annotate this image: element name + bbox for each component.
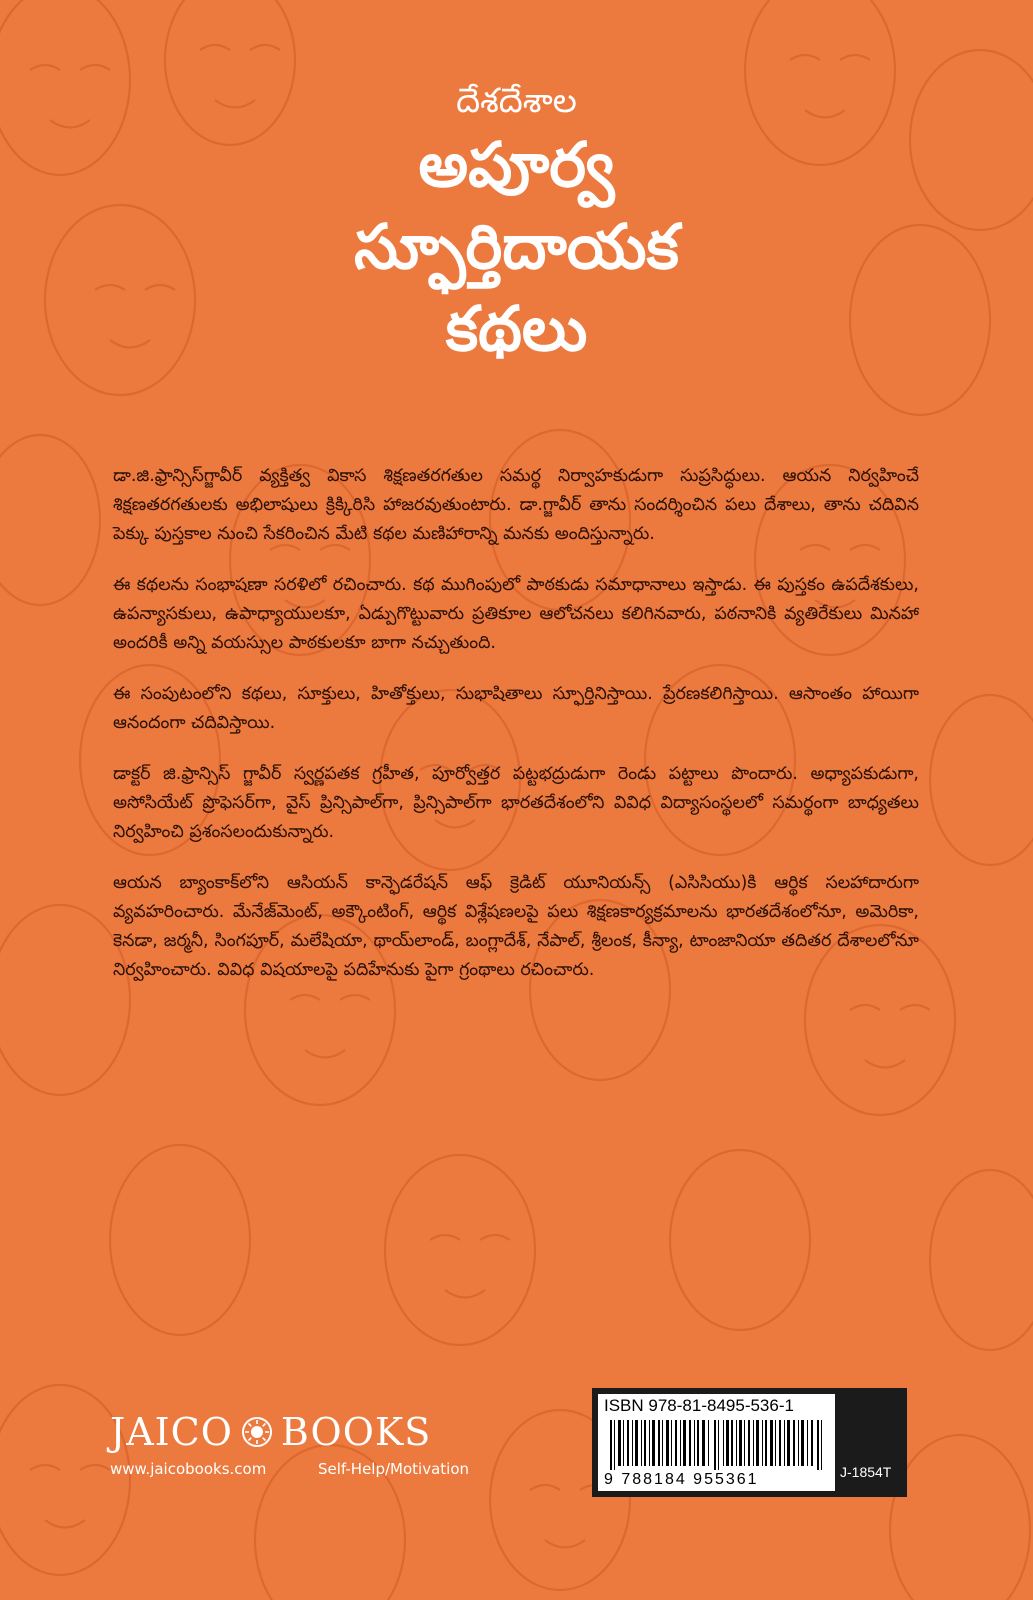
blurb-paragraph-2: ఈ కథలను సంభాషణా సరళిలో రచించారు. కథ ముగింపులో పాఠకుడు సమాధానాలు ఇస్తాడు. ఈ పుస్తకం ఉపదేశకులు, ఉపన్యాసకులు, ఉపాధ్యాయులకూ, ఏడ్పుగొట్టువారు ప్రతికూల ఆలోచనలు కలిగినవారు, పఠనానికి వ్యతిరేకులు మినహా అందరికీ అన్ని వయస్సుల పాఠకులకూ బాగా నచ్చుతుంది.: [113, 575, 919, 653]
cover-title-block: [0, 78, 1033, 370]
title-line-2: స్ఫూర్తిదాయక: [354, 210, 679, 283]
publisher-logo: [110, 1410, 490, 1480]
book-genre: Self-Help/Motivation: [318, 1460, 470, 1478]
publisher-website: www.jaicobooks.com: [110, 1460, 267, 1478]
title-line-3: కథలు: [445, 292, 588, 365]
blurb-text: [113, 462, 919, 1007]
blurb-paragraph-1: డా.జి.ఫ్రాన్సిస్‌గ్జావీర్ వ్యక్తిత్వ వికాస శిక్షణతరగతుల సమర్థ నిర్వాహకుడుగా సుప్రసిద్ధులు. ఆయన నిర్వహించే శిక్షణతరగతులకు అభిలాషులు క్రిక్కిరిసి హాజరవుతుంటారు. డా.గ్జావీర్ తాను సందర్శించిన పలు దేశాలు, తాను చదివిన పెక్కు పుస్తకాల నుంచి సేకరించిన మేటి కథల మణిహారాన్ని మనకు అందిస్తున్నారు.: [113, 466, 919, 544]
barcode-digits: 9 788184 955361: [604, 1471, 759, 1488]
barcode-panel: [592, 1388, 907, 1497]
title-kicker: దేశదేశాల: [456, 81, 577, 121]
title-line-1: అపూర్వ: [418, 128, 615, 201]
blurb-paragraph-3: ఈ సంపుటంలోని కథలు, సూక్తులు, హితోక్తులు, సుభాషితాలు స్ఫూర్తినిస్తాయి. ప్రేరణకలిగిస్తాయి. ఆసాంతం హాయిగా ఆనందంగా చదివిస్తాయి.: [113, 684, 919, 733]
publisher-name-left: JAICO: [110, 1410, 233, 1454]
blurb-paragraph-4: డాక్టర్ జి.ఫ్రాన్సిస్ గ్జావీర్ స్వర్ణపతక గ్రహీత, పూర్వోత్తర పట్టభద్రుడుగా రెండు పట్టాలు పొందారు. అధ్యాపకుడుగా, అసోసియేట్ ప్రొఫెసర్‌గా, వైస్ ప్రిన్సిపాల్‌గా, ప్రిన్సిపాల్‌గా భారతదేశంలోని వివిధ విద్యాసంస్థలలో సమర్థంగా బాధ్యతలు నిర్వహించి ప్రశంసలందుకున్నారు.: [113, 764, 919, 842]
isbn-label: ISBN 978-81-8495-536-1: [604, 1396, 794, 1415]
product-code: J-1854T: [840, 1464, 892, 1480]
publisher-name-right: BOOKS: [280, 1410, 432, 1454]
barcode-bars: [610, 1420, 824, 1470]
sun-emblem-icon: [241, 1416, 273, 1448]
blurb-paragraph-5: ఆయన బ్యాంకాక్‌లోని ఆసియన్ కాన్ఫెడరేషన్ ఆఫ్ క్రెడిట్ యూనియన్స్ (ఎసిసియు)కి ఆర్థిక సలహాదారుగా వ్యవహరించారు. మేనేజ్‌మెంట్, అక్కౌంటింగ్, ఆర్థిక విశ్లేషణలపై పలు శిక్షణకార్యక్రమాలను భారతదేశంలోనూ, అమెరికా, కెనడా, జర్మనీ, సింగపూర్, మలేషియా, థాయ్‌లాండ్, బంగ్లాదేశ్, నేపాల్, శ్రీలంక, కీన్యా, టాంజానియా తదితర దేశాలలోనూ నిర్వహించారు. వివిధ విషయాలపై పదిహేనుకు పైగా గ్రంథాలు రచించారు.: [113, 873, 919, 980]
